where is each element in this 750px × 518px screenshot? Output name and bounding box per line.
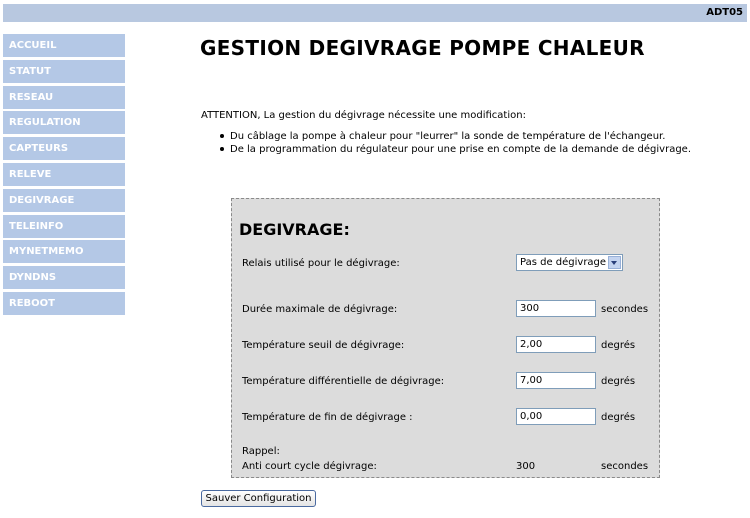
reminder-heading: Rappel: [242, 446, 280, 457]
nav-item-mynetmemo[interactable]: MYNETMEMO [3, 240, 125, 263]
threshold-temp-input[interactable] [516, 336, 596, 353]
relay-selected-value: Pas de dégivrage [520, 257, 607, 268]
nav-item-releve[interactable]: RELEVE [3, 163, 125, 186]
nav-item-teleinfo[interactable]: TELEINFO [3, 215, 125, 238]
page-title: GESTION DEGIVRAGE POMPE CHALEUR [200, 36, 645, 60]
end-temp-input[interactable] [516, 408, 596, 425]
nav-item-reseau[interactable]: RESEAU [3, 86, 125, 109]
diff-temp-label: Température différentielle de dégivrage: [242, 376, 445, 387]
nav-item-reboot[interactable]: REBOOT [3, 292, 125, 315]
relay-select[interactable] [516, 254, 623, 271]
end-temp-unit: degrés [601, 412, 636, 423]
anti-short-cycle-value: 300 [516, 461, 536, 472]
warning-text: ATTENTION, La gestion du dégivrage nécessite une modification: [201, 110, 526, 121]
sidebar-nav [3, 34, 125, 318]
end-temp-label: Température de fin de dégivrage : [242, 412, 413, 423]
max-duration-unit: secondes [601, 304, 649, 315]
warning-bullet-programming: De la programmation du régulateur pour une prise en compte de la demande de dégivrage. [218, 143, 691, 156]
threshold-temp-unit: degrés [601, 340, 636, 351]
relay-label: Relais utilisé pour le dégivrage: [242, 258, 400, 269]
nav-item-accueil[interactable]: ACCUEIL [3, 34, 125, 57]
anti-short-cycle-label: Anti court cycle dégivrage: [242, 461, 377, 472]
diff-temp-unit: degrés [601, 376, 636, 387]
top-bar [3, 4, 747, 22]
device-name: ADT05 [706, 7, 743, 18]
save-configuration-button[interactable]: Sauver Configuration [201, 490, 316, 507]
warning-list [218, 130, 691, 156]
max-duration-label: Durée maximale de dégivrage: [242, 304, 398, 315]
nav-item-capteurs[interactable]: CAPTEURS [3, 137, 125, 160]
anti-short-cycle-unit: secondes [601, 461, 649, 472]
threshold-temp-label: Température seuil de dégivrage: [242, 340, 405, 351]
diff-temp-input[interactable] [516, 372, 596, 389]
panel-title: DEGIVRAGE: [239, 220, 350, 239]
defrost-panel [231, 198, 660, 478]
nav-item-regulation[interactable]: REGULATION [3, 111, 125, 134]
max-duration-input[interactable] [516, 300, 596, 317]
nav-item-statut[interactable]: STATUT [3, 60, 125, 83]
nav-item-dyndns[interactable]: DYNDNS [3, 266, 125, 289]
warning-bullet-wiring: Du câblage la pompe à chaleur pour "leurrer" la sonde de température de l'échangeur. [218, 130, 691, 143]
nav-item-degivrage[interactable]: DEGIVRAGE [3, 189, 125, 212]
chevron-down-icon[interactable] [608, 256, 621, 269]
